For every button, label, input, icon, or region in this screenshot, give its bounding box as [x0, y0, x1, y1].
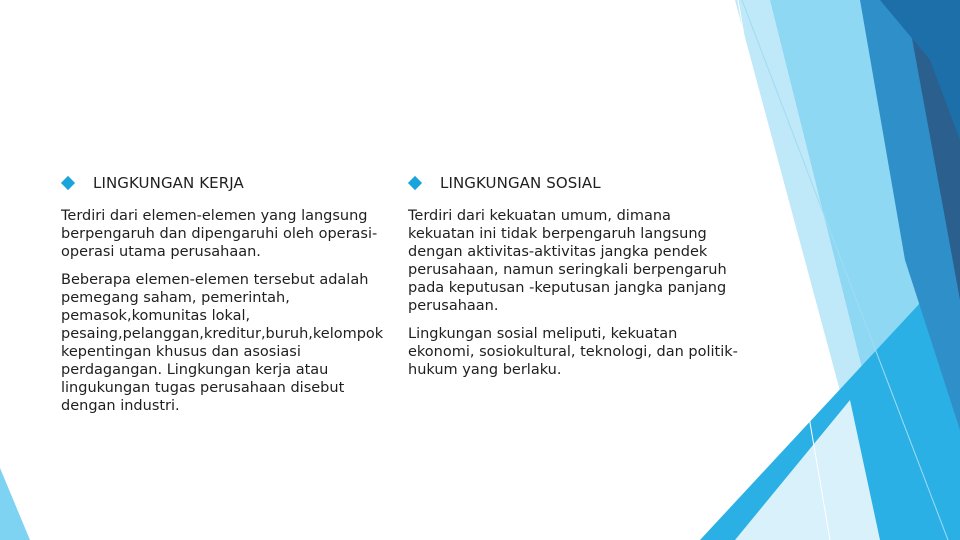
right-heading: LINGKUNGAN SOSIAL — [440, 174, 601, 192]
left-paragraph-1: Terdiri dari elemen-elemen yang langsung berpengaruh dan dipengaruhi oleh operasi-operasi utama perusahaan. — [61, 208, 378, 260]
right-bullet-row — [408, 173, 738, 193]
right-column — [408, 173, 738, 389]
left-paragraph-2: Beberapa elemen-elemen tersebut adalah pemegang saham, pemerintah, pemasok,komunitas lokal, pesaing,pelanggan,kreditur,buruh,kelompok kepentingan khusus dan asosiasi perdagangan. Lingkungan kerja atau lingukungan tugas perusahaan disebut dengan industri. — [61, 272, 384, 414]
diamond-bullet-icon — [61, 176, 75, 190]
right-paragraph-2: Lingkungan sosial meliputi, kekuatan ekonomi, sosiokultural, teknologi, dan politik-hukum yang berlaku. — [408, 326, 738, 378]
left-heading: LINGKUNGAN KERJA — [93, 174, 244, 192]
left-corner-shape — [0, 468, 30, 540]
right-paragraph-1: Terdiri dari kekuatan umum, dimana kekuatan ini tidak berpengaruh langsung dengan aktivitas-aktivitas jangka pendek perusahaan, namun seringkali berpengaruh pada keputusan -keputusan jangka panjang perusahaan. — [408, 208, 727, 314]
diamond-bullet-icon — [408, 176, 422, 190]
left-bullet-row — [61, 173, 381, 193]
left-column — [61, 173, 384, 425]
